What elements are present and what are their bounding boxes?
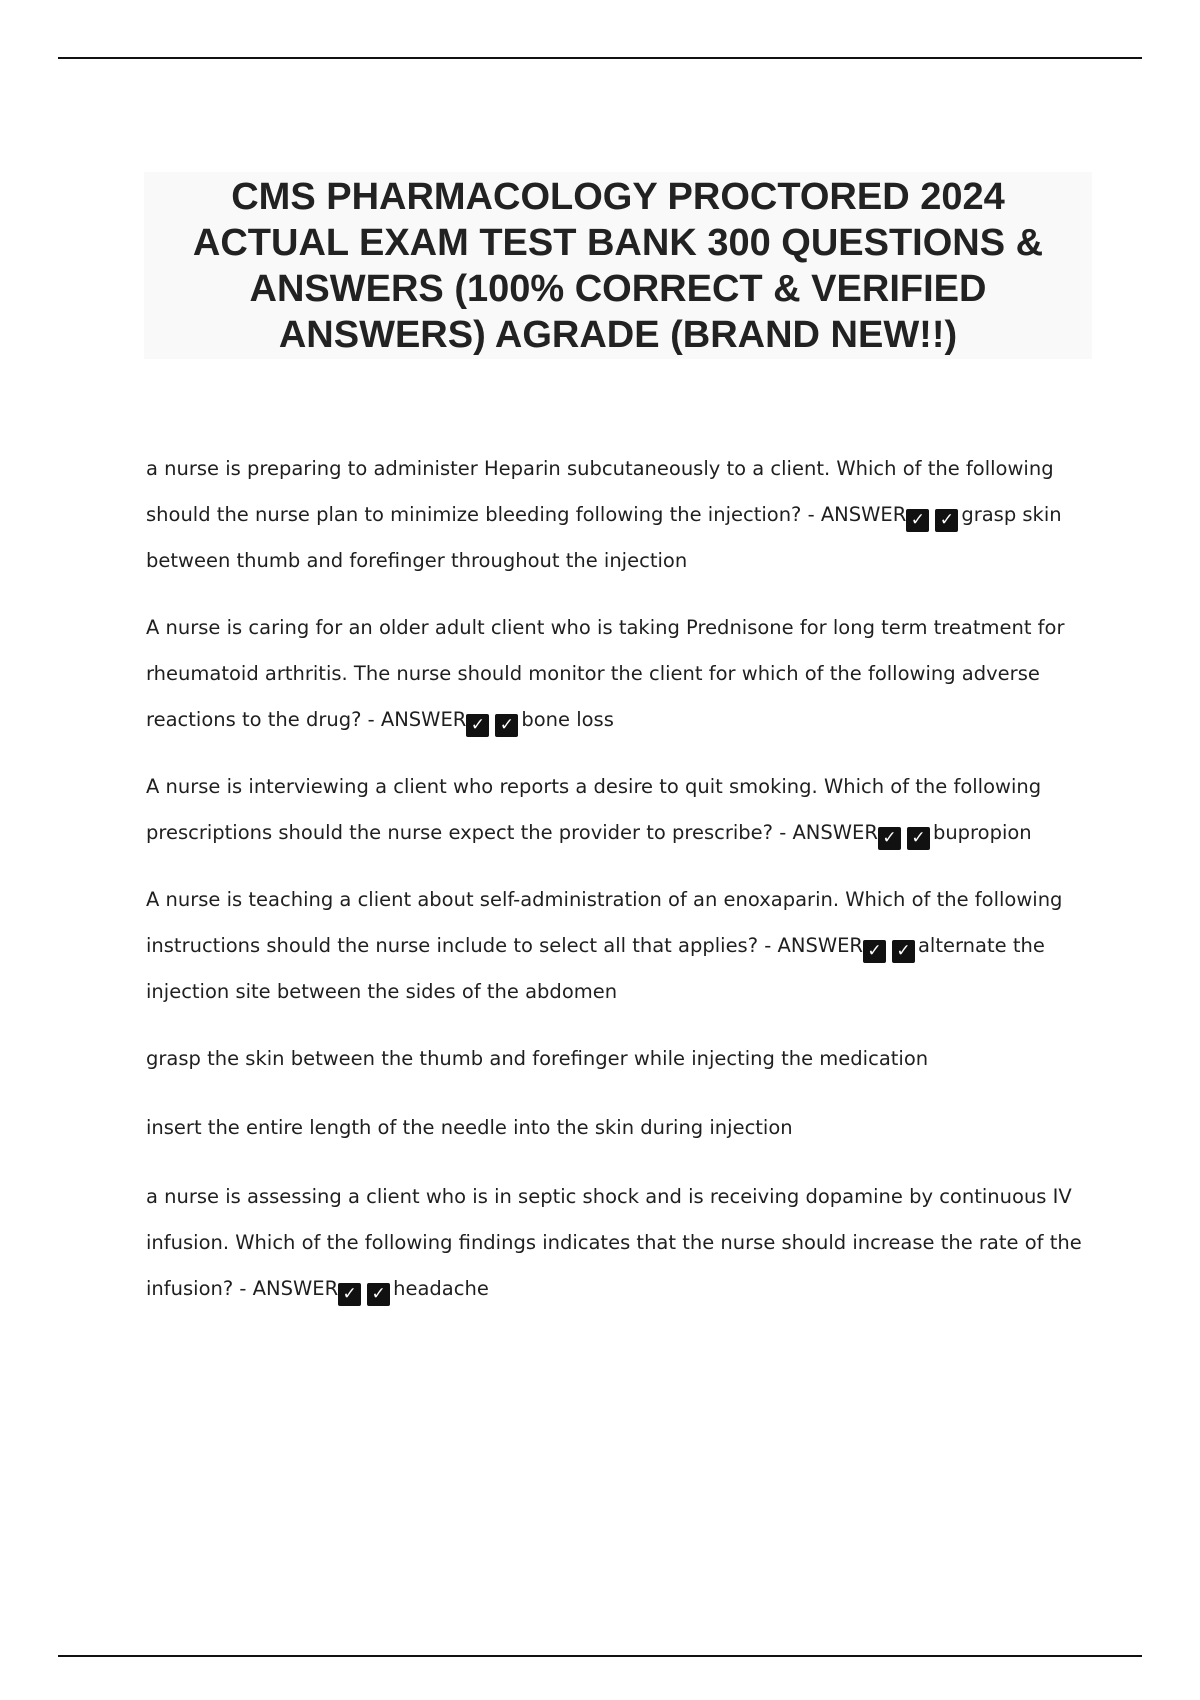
question-text: prescriptions should the nurse expect the provider to prescribe?	[146, 821, 774, 844]
qa-content	[146, 446, 1106, 1333]
title-line-4: ANSWERS) AGRADE (BRAND NEW!!)	[278, 314, 958, 356]
check-icon: ✓	[367, 1283, 390, 1306]
document-title	[144, 172, 1092, 358]
check-icon: ✓	[935, 509, 958, 532]
top-rule	[58, 57, 1142, 59]
check-icon: ✓	[878, 827, 901, 850]
answer-text: bupropion	[932, 821, 1032, 844]
question-text: A nurse is caring for an older adult client who is taking Prednisone for long term treatment for	[146, 616, 1065, 639]
check-icon: ✓	[907, 827, 930, 850]
title-line-3: ANSWERS (100% CORRECT & VERIFIED	[249, 268, 987, 310]
answer-text: bone loss	[521, 708, 614, 731]
qa-item-heparin	[146, 446, 1106, 584]
answer-text: alternate the	[917, 934, 1045, 957]
question-text: a nurse is assessing a client who is in septic shock and is receiving dopamine by continuous IV	[146, 1185, 1072, 1208]
title-line-1: CMS PHARMACOLOGY PROCTORED 2024	[231, 176, 1005, 218]
question-text: infusion?	[146, 1277, 234, 1300]
title-banner	[144, 172, 1092, 359]
check-icon: ✓	[863, 940, 886, 963]
qa-item-smoking	[146, 764, 1106, 856]
qa-item-prednisone	[146, 605, 1106, 743]
question-text: a nurse is preparing to administer Heparin subcutaneously to a client. Which of the following	[146, 457, 1054, 480]
answer-line	[146, 1105, 1106, 1151]
answer-text: injection site between the sides of the abdomen	[146, 980, 618, 1003]
answer-marker: - ANSWER	[239, 1277, 339, 1300]
answer-marker: - ANSWER	[779, 821, 878, 844]
question-text: should the nurse plan to minimize bleeding following the injection?	[146, 503, 802, 526]
qa-item-enoxaparin	[146, 877, 1106, 1015]
check-icon: ✓	[906, 509, 929, 532]
answer-text: grasp skin	[961, 503, 1062, 526]
question-text: A nurse is teaching a client about self-administration of an enoxaparin. Which of the following	[146, 888, 1063, 911]
answer-text: insert the entire length of the needle into the skin during injection	[146, 1116, 793, 1139]
check-icon: ✓	[892, 940, 915, 963]
check-icon: ✓	[338, 1283, 361, 1306]
answer-text: between thumb and forefinger throughout the injection	[146, 549, 688, 572]
answer-marker: - ANSWER	[807, 503, 907, 526]
answer-marker: - ANSWER	[764, 934, 863, 957]
title-line-2: ACTUAL EXAM TEST BANK 300 QUESTIONS &	[192, 222, 1044, 264]
question-text: reactions to the drug?	[146, 708, 362, 731]
check-icon: ✓	[495, 714, 518, 737]
answer-line	[146, 1036, 1106, 1082]
qa-item-dopamine	[146, 1174, 1106, 1312]
question-text: rheumatoid arthritis. The nurse should monitor the client for which of the following adverse	[146, 662, 1040, 685]
bottom-rule	[58, 1655, 1142, 1657]
question-text: A nurse is interviewing a client who reports a desire to quit smoking. Which of the following	[146, 775, 1042, 798]
check-icon: ✓	[466, 714, 489, 737]
question-text: instructions should the nurse include to select all that applies?	[146, 934, 759, 957]
answer-text: grasp the skin between the thumb and forefinger while injecting the medication	[146, 1047, 929, 1070]
answer-marker: - ANSWER	[367, 708, 467, 731]
answer-text: headache	[393, 1277, 489, 1300]
question-text: infusion. Which of the following findings indicates that the nurse should increase the rate of the	[146, 1231, 1082, 1254]
